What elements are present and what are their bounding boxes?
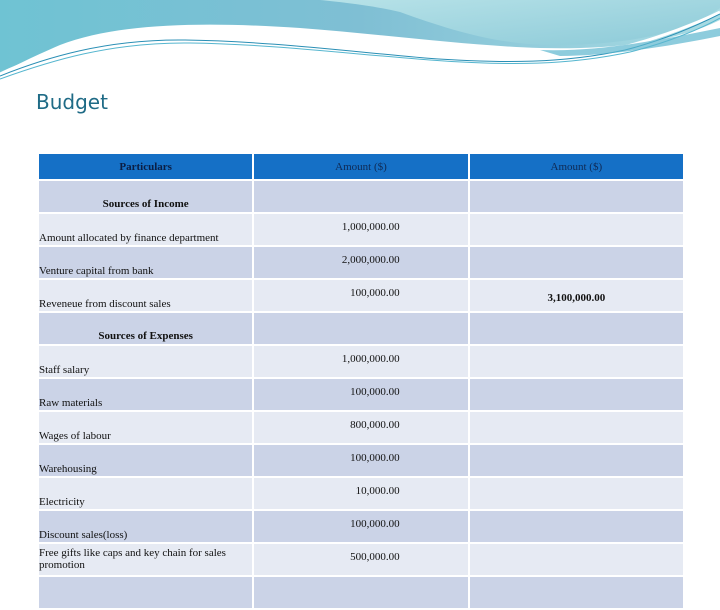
- amount-cell: 10,000.00: [253, 477, 468, 510]
- budget-table: [37, 152, 685, 610]
- amount-cell: [253, 312, 468, 345]
- amount-cell: 100,000.00: [253, 378, 468, 411]
- decorative-wave-banner: [0, 0, 720, 90]
- particular-cell: Staff salary: [38, 345, 253, 378]
- total-cell: [469, 345, 684, 378]
- header-amount: Amount ($): [253, 153, 468, 180]
- particular-cell: Warehousing: [38, 444, 253, 477]
- particular-cell: Discount sales(loss): [38, 510, 253, 543]
- amount-cell: 1,000,000.00: [253, 345, 468, 378]
- particular-cell: Raw materials: [38, 378, 253, 411]
- table-row: [38, 378, 684, 411]
- amount-cell: 800,000.00: [253, 411, 468, 444]
- table-row: [38, 477, 684, 510]
- header-particulars: Particulars: [38, 153, 253, 180]
- slide-title: Budget: [36, 90, 108, 114]
- table-header-row: [38, 153, 684, 180]
- amount-cell: 2,000,000.00: [253, 246, 468, 279]
- total-cell: [469, 180, 684, 213]
- section-label: Sources of Income: [38, 180, 253, 213]
- table-row: [38, 444, 684, 477]
- total-cell: [469, 246, 684, 279]
- particular-cell: Reveneue from discount sales: [38, 279, 253, 312]
- total-cell: [469, 510, 684, 543]
- table-row: [38, 279, 684, 312]
- total-cell: [469, 378, 684, 411]
- total-cell: [469, 444, 684, 477]
- amount-cell: 1,000,000.00: [253, 213, 468, 246]
- amount-cell: [253, 180, 468, 213]
- table-row-section-income: [38, 180, 684, 213]
- income-total-cell: 3,100,000.00: [469, 279, 684, 312]
- amount-cell: 500,000.00: [253, 543, 468, 576]
- particular-cell: Electricity: [38, 477, 253, 510]
- total-cell: [469, 411, 684, 444]
- table-row: [38, 345, 684, 378]
- particular-cell: Free gifts like caps and key chain for sales promotion: [38, 543, 253, 576]
- amount-cell: 100,000.00: [253, 444, 468, 477]
- particular-cell: Wages of labour: [38, 411, 253, 444]
- total-cell: [469, 576, 684, 609]
- total-cell: [469, 543, 684, 576]
- total-cell: [469, 213, 684, 246]
- particular-cell: Amount allocated by finance department: [38, 213, 253, 246]
- amount-cell: [253, 576, 468, 609]
- table-row: [38, 510, 684, 543]
- amount-cell: 100,000.00: [253, 510, 468, 543]
- table-row: [38, 246, 684, 279]
- total-cell: [469, 477, 684, 510]
- table-row: [38, 576, 684, 609]
- section-label: Sources of Expenses: [38, 312, 253, 345]
- table-row: [38, 213, 684, 246]
- total-cell: [469, 312, 684, 345]
- table-row: [38, 543, 684, 576]
- particular-cell: [38, 576, 253, 609]
- header-amount-total: Amount ($): [469, 153, 684, 180]
- table-row-section-expenses: [38, 312, 684, 345]
- particular-cell: Venture capital from bank: [38, 246, 253, 279]
- table-row: [38, 411, 684, 444]
- amount-cell: 100,000.00: [253, 279, 468, 312]
